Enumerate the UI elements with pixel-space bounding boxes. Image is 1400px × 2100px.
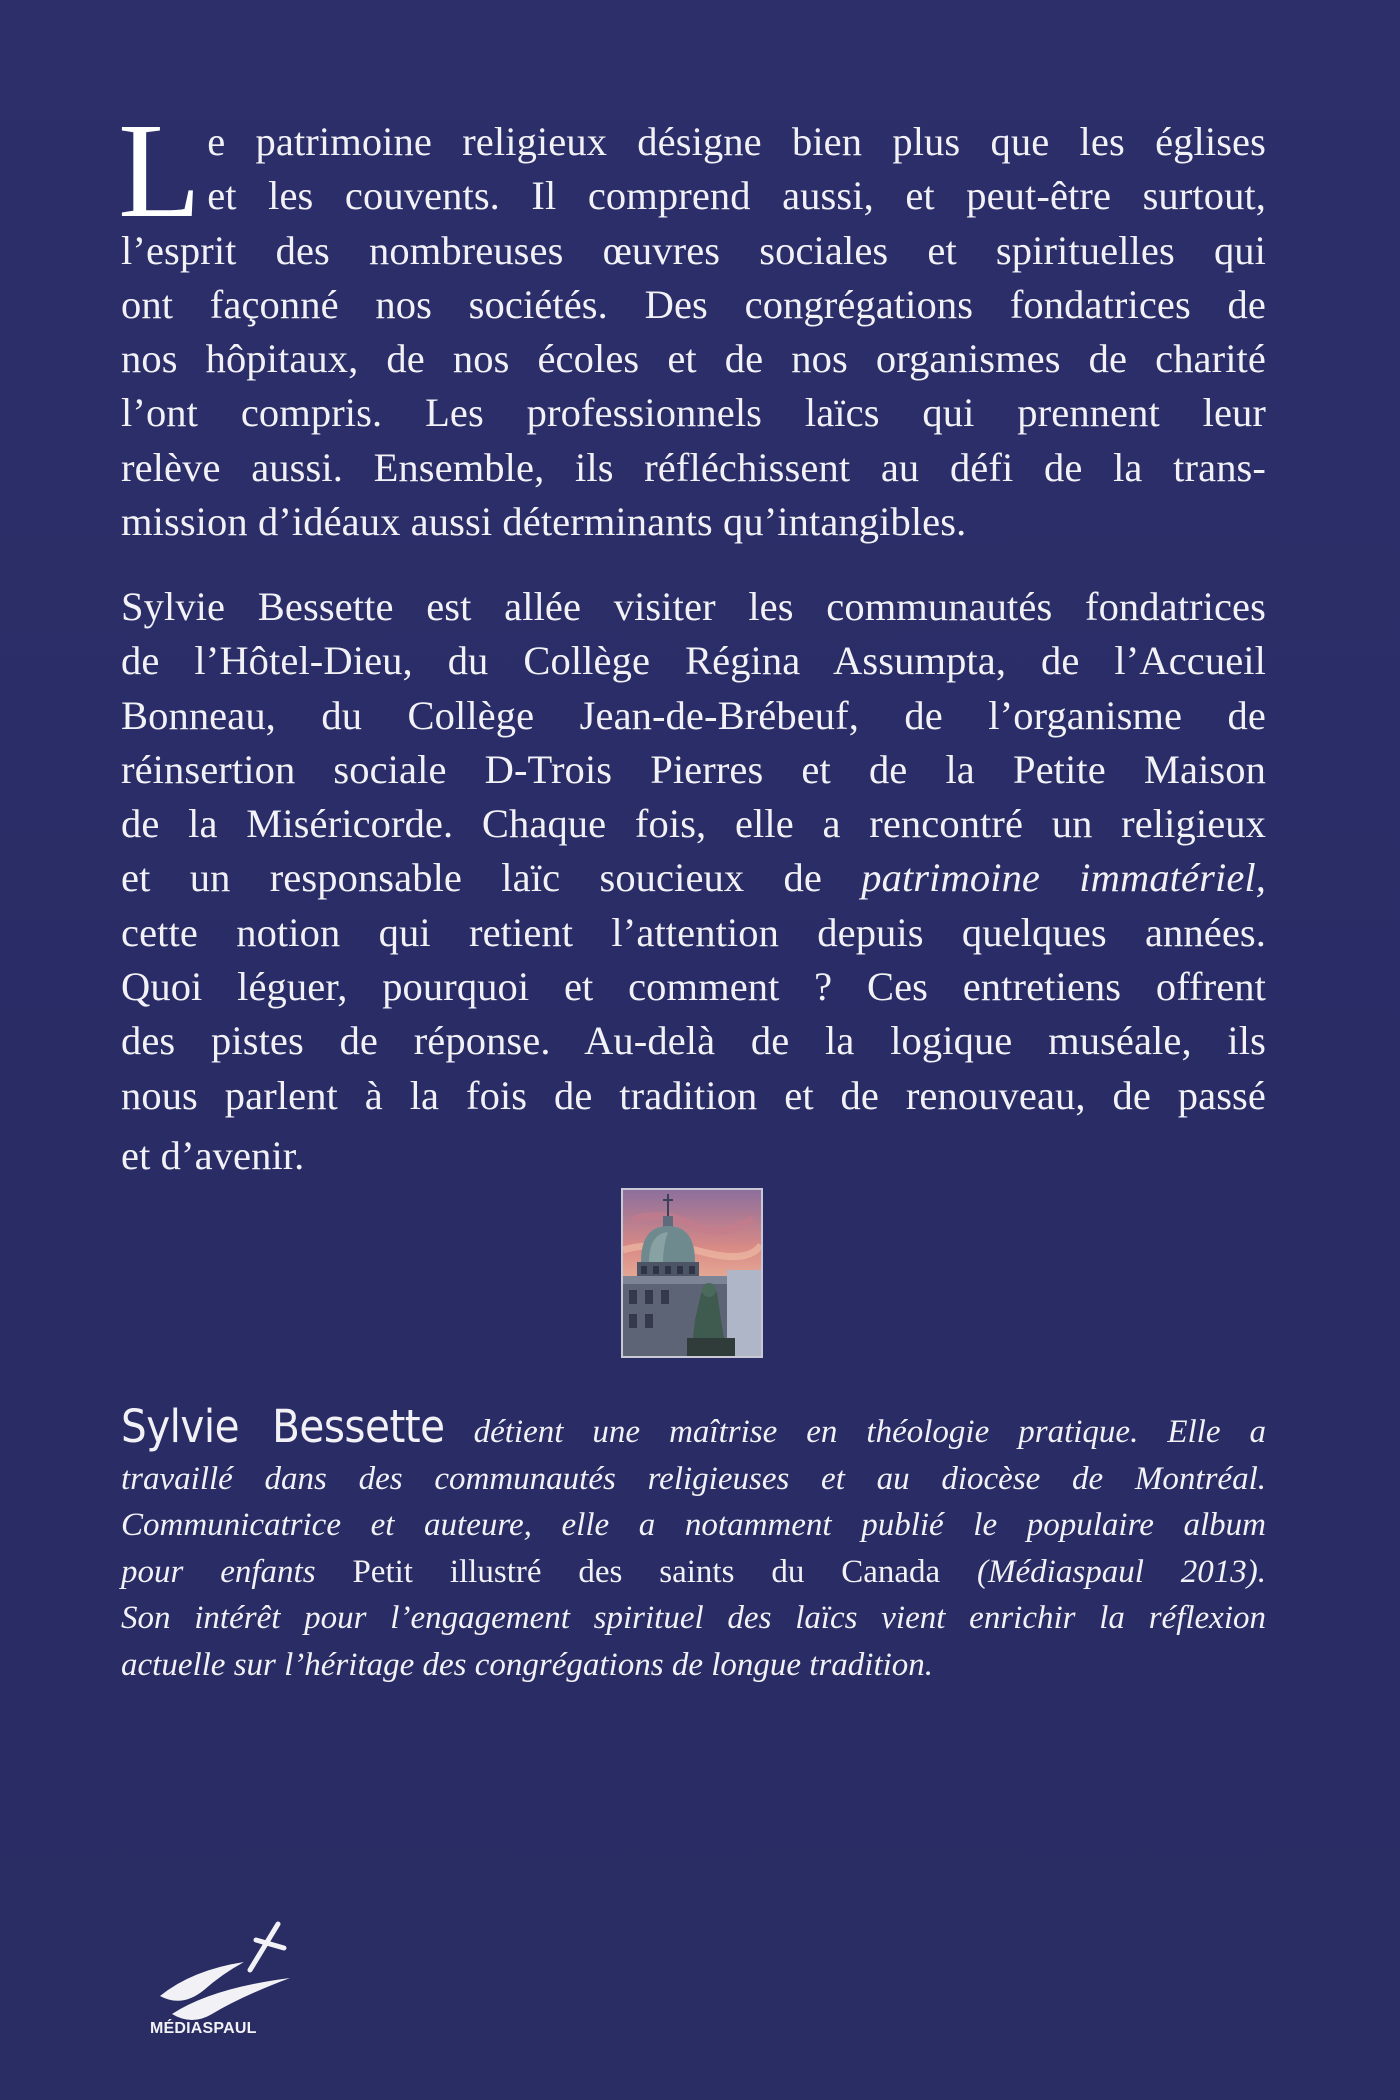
description-paragraph-1 [118,96,1266,549]
paragraph-line: mission d’idéaux aussi déterminants qu’intangibles. [121,499,967,545]
paragraph-line: nos hôpitaux, de nos écoles et de nos organismes de charité [121,336,1266,382]
paragraph-line: Bonneau, du Collège Jean-de-Brébeuf, de l’organisme de [121,692,1266,738]
book-title: Petit illustré des saints du Canada [352,1553,941,1590]
paragraph-line [121,851,1266,905]
mediaspaul-logo-icon [152,1918,302,2028]
bio-text: détient une maîtrise en théologie pratique. Elle a [444,1414,1266,1450]
dropcap-letter: L [118,96,202,246]
bio-line [121,1400,1266,1456]
bio-line: Communicatrice et auteure, elle a notamment publié le populaire album [121,1507,1266,1544]
author-name: Sylvie Bessette [121,1400,445,1453]
bio-text: (Médiaspaul 2013). [940,1553,1266,1590]
paragraph-line: l’esprit des nombreuses œuvres sociales et spirituelles qui [121,227,1266,273]
paragraph-line: des pistes de réponse. Au-delà de la logique muséale, ils [121,1018,1266,1064]
paragraph-line: nous parlent à la fois de tradition et de renouveau, de passé [121,1072,1266,1118]
cover-thumbnail-image [621,1188,763,1358]
paragraph-line: ont façonné nos sociétés. Des congrégations fondatrices de [121,281,1266,327]
paragraph-line: e patrimoine religieux désigne bien plus que les églises [207,119,1266,164]
bio-line: actuelle sur l’héritage des congrégations de longue tradition. [121,1646,934,1683]
paragraph-line: Sylvie Bessette est allée visiter les communautés fondatrices [121,584,1266,629]
paragraph-line: relève aussi. Ensemble, ils réfléchissent au défi de la trans- [121,444,1266,490]
bio-text: pour enfants [121,1553,353,1590]
paragraph-line: de la Miséricorde. Chaque fois, elle a rencontré un religieux [121,801,1266,847]
paragraph-line: et d’avenir. [121,1132,305,1178]
paragraph-line: cette notion qui retient l’attention depuis quelques années. [121,909,1266,955]
paragraph-line: de l’Hôtel-Dieu, du Collège Régina Assumpta, de l’Accueil [121,638,1266,684]
church-dome-illustration [623,1190,761,1356]
paragraph-line: Quoi léguer, pourquoi et comment ? Ces entretiens offrent [121,964,1266,1010]
paragraph-line: l’ont compris. Les professionnels laïcs qui prennent leur [121,390,1266,436]
paragraph-line: réinsertion sociale D-Trois Pierres et de la Petite Maison [121,746,1266,792]
line-text: et un responsable laïc soucieux de [121,855,862,901]
bio-line: Son intérêt pour l’engagement spirituel des laïcs vient enrichir la réflexion [121,1600,1266,1637]
bio-line [121,1549,1266,1596]
paragraph-line: et les couvents. Il comprend aussi, et peut-être surtout, [207,173,1266,219]
emphasis-text: patrimoine immatériel, [861,855,1266,901]
bio-line: travaillé dans des communautés religieuses et au diocèse de Montréal. [121,1460,1266,1497]
description-paragraph-2 [121,580,1266,1183]
author-biography [121,1400,1266,1689]
publisher-name: MÉDIASPAUL [150,2020,257,2037]
